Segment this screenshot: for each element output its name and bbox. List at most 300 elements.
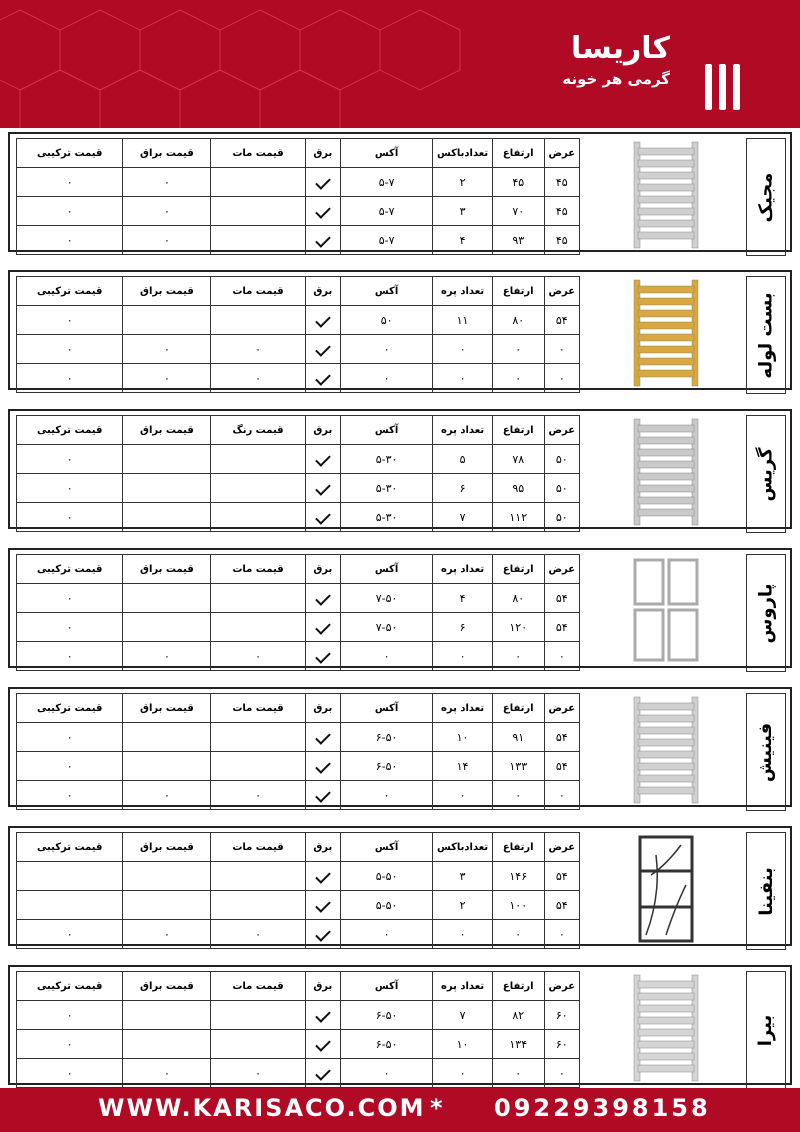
column-header: ارتفاع: [492, 139, 544, 168]
table-cell: ۵۰: [544, 445, 579, 474]
table-cell: ۷۰: [492, 197, 544, 226]
product-section: [8, 409, 792, 529]
column-header: ارتفاع: [492, 833, 544, 862]
column-header: تعداد پره: [433, 555, 493, 584]
table-cell: ۶: [433, 613, 493, 642]
column-header: آکس: [341, 694, 433, 723]
column-header: آکس: [341, 139, 433, 168]
column-header: برق: [305, 416, 340, 445]
table-cell: [211, 891, 305, 920]
table-cell: ۴: [433, 584, 493, 613]
table-cell: ۰: [211, 364, 305, 393]
column-header: تعدادباکس: [433, 833, 493, 862]
table-cell: ۶۰: [544, 1001, 579, 1030]
product-name-box: [746, 693, 786, 811]
table-cell: ۹۵: [492, 474, 544, 503]
table-cell: ۰: [123, 781, 211, 810]
column-header: قیمت مات: [211, 555, 305, 584]
table-cell: ۰: [544, 781, 579, 810]
geometric-pattern: [0, 0, 560, 128]
phone-number[interactable]: 09229398158: [494, 1094, 711, 1122]
table-cell: ۸۰: [492, 306, 544, 335]
table-cell: [123, 306, 211, 335]
product-section: [8, 548, 792, 668]
product-name: بیرا: [755, 1014, 777, 1046]
table-cell: [211, 168, 305, 197]
price-table: [16, 554, 580, 671]
product-name: بنفینا: [755, 866, 777, 916]
table-cell: ۰: [211, 781, 305, 810]
table-cell: ۵-۵۰: [341, 862, 433, 891]
page-footer: [0, 1088, 800, 1132]
table-cell: ۵۴: [544, 891, 579, 920]
table-cell: ۰: [17, 474, 123, 503]
table-cell: ۰: [17, 1030, 123, 1059]
check-icon: [315, 868, 331, 884]
table-cell: ۰: [123, 642, 211, 671]
column-header: قیمت مات: [211, 139, 305, 168]
column-header: آکس: [341, 555, 433, 584]
check-icon: [315, 926, 331, 942]
table-cell: ۶۰: [544, 1030, 579, 1059]
product-name-box: [746, 971, 786, 1089]
electric-cell: [305, 613, 340, 642]
table-cell: ۰: [17, 642, 123, 671]
electric-cell: [305, 723, 340, 752]
table-cell: ۵۴: [544, 613, 579, 642]
table-cell: ۵-۷: [341, 197, 433, 226]
table-cell: ۴۵: [544, 197, 579, 226]
table-cell: ۹۳: [492, 226, 544, 255]
column-header: آکس: [341, 277, 433, 306]
check-icon: [315, 1065, 331, 1081]
table-cell: ۰: [17, 1001, 123, 1030]
table-cell: ۰: [17, 584, 123, 613]
column-header: ارتفاع: [492, 972, 544, 1001]
table-cell: ۰: [341, 1059, 433, 1088]
table-cell: ۰: [17, 752, 123, 781]
check-icon: [315, 758, 331, 774]
column-header: عرض: [544, 139, 579, 168]
table-cell: [123, 723, 211, 752]
table-cell: ۰: [211, 642, 305, 671]
table-cell: ۲: [433, 891, 493, 920]
table-cell: ۷: [433, 1001, 493, 1030]
table-cell: [123, 584, 211, 613]
product-section: [8, 687, 792, 807]
electric-cell: [305, 306, 340, 335]
table-cell: ۵۰: [544, 474, 579, 503]
column-header: عرض: [544, 416, 579, 445]
table-cell: ۵۴: [544, 752, 579, 781]
electric-cell: [305, 1001, 340, 1030]
table-cell: ۰: [341, 920, 433, 949]
column-header: قیمت براق: [123, 277, 211, 306]
table-cell: ۵-۵۰: [341, 891, 433, 920]
table-cell: ۰: [544, 364, 579, 393]
table-cell: ۶: [433, 474, 493, 503]
table-cell: ۱۰: [433, 1030, 493, 1059]
column-header: تعداد پره: [433, 694, 493, 723]
table-cell: ۰: [492, 781, 544, 810]
table-cell: ۰: [492, 642, 544, 671]
table-cell: ۰: [17, 723, 123, 752]
column-header: برق: [305, 139, 340, 168]
table-cell: [211, 752, 305, 781]
table-cell: ۵۴: [544, 862, 579, 891]
table-cell: ۰: [433, 642, 493, 671]
table-cell: ۱۱: [433, 306, 493, 335]
table-row: [17, 1059, 580, 1088]
table-cell: ۰: [544, 335, 579, 364]
table-cell: [123, 503, 211, 532]
table-cell: ۸۲: [492, 1001, 544, 1030]
electric-cell: [305, 197, 340, 226]
column-header: قیمت ترکیبی: [17, 972, 123, 1001]
table-cell: ۰: [492, 1059, 544, 1088]
table-row: [17, 752, 580, 781]
table-cell: ۱۳۴: [492, 1030, 544, 1059]
electric-cell: [305, 920, 340, 949]
electric-cell: [305, 168, 340, 197]
table-cell: ۳: [433, 862, 493, 891]
table-cell: [17, 891, 123, 920]
table-cell: ۰: [17, 781, 123, 810]
table-cell: ۰: [544, 920, 579, 949]
table-cell: [211, 197, 305, 226]
column-header: قیمت براق: [123, 416, 211, 445]
table-cell: ۷-۵۰: [341, 584, 433, 613]
electric-cell: [305, 891, 340, 920]
electric-cell: [305, 503, 340, 532]
table-cell: ۰: [17, 920, 123, 949]
column-header: عرض: [544, 833, 579, 862]
electric-cell: [305, 364, 340, 393]
table-cell: [123, 891, 211, 920]
column-header: عرض: [544, 555, 579, 584]
check-icon: [315, 312, 331, 328]
check-icon: [315, 787, 331, 803]
electric-cell: [305, 1030, 340, 1059]
table-cell: [211, 613, 305, 642]
table-cell: ۱۱۲: [492, 503, 544, 532]
table-cell: ۰: [433, 781, 493, 810]
table-cell: ۱۳۳: [492, 752, 544, 781]
table-cell: ۰: [17, 197, 123, 226]
product-section: [8, 270, 792, 390]
table-cell: ۵-۷: [341, 168, 433, 197]
brand-logo: [480, 28, 740, 108]
table-cell: [123, 1030, 211, 1059]
product-name: مجیک: [755, 172, 777, 222]
table-cell: ۰: [211, 335, 305, 364]
table-cell: ۰: [211, 920, 305, 949]
radiator-image: [586, 138, 746, 254]
table-cell: ۰: [492, 335, 544, 364]
column-header: قیمت مات: [211, 277, 305, 306]
table-cell: ۴۵: [492, 168, 544, 197]
table-cell: ۷: [433, 503, 493, 532]
table-cell: ۵۴: [544, 723, 579, 752]
table-cell: [211, 226, 305, 255]
table-cell: [123, 1001, 211, 1030]
table-cell: ۴۵: [544, 168, 579, 197]
table-cell: ۰: [123, 335, 211, 364]
column-header: قیمت ترکیبی: [17, 555, 123, 584]
product-name: گریس: [755, 447, 777, 501]
table-cell: [17, 862, 123, 891]
column-header: قیمت مات: [211, 833, 305, 862]
column-header: تعداد پره: [433, 416, 493, 445]
table-row: [17, 335, 580, 364]
table-cell: ۰: [341, 335, 433, 364]
table-row: [17, 613, 580, 642]
column-header: برق: [305, 972, 340, 1001]
column-header: آکس: [341, 972, 433, 1001]
table-cell: ۰: [492, 920, 544, 949]
radiator-image: [586, 971, 746, 1087]
table-cell: ۰: [17, 335, 123, 364]
table-row: [17, 445, 580, 474]
table-row: [17, 1030, 580, 1059]
table-cell: [123, 862, 211, 891]
table-cell: ۵۰: [341, 306, 433, 335]
page-header: [0, 0, 800, 128]
column-header: قیمت براق: [123, 139, 211, 168]
table-cell: ۱۴: [433, 752, 493, 781]
column-header: قیمت ترکیبی: [17, 139, 123, 168]
table-cell: ۶-۵۰: [341, 1001, 433, 1030]
column-header: قیمت ترکیبی: [17, 694, 123, 723]
table-cell: ۰: [123, 920, 211, 949]
column-header: برق: [305, 277, 340, 306]
electric-cell: [305, 226, 340, 255]
column-header: ارتفاع: [492, 277, 544, 306]
footer-separator: *: [430, 1094, 443, 1122]
electric-cell: [305, 474, 340, 503]
table-row: [17, 197, 580, 226]
table-cell: ۰: [544, 1059, 579, 1088]
price-table: [16, 276, 580, 393]
electric-cell: [305, 781, 340, 810]
column-header: قیمت مات: [211, 694, 305, 723]
column-header: برق: [305, 833, 340, 862]
check-icon: [315, 370, 331, 386]
table-cell: [123, 445, 211, 474]
table-row: [17, 1001, 580, 1030]
table-row: [17, 306, 580, 335]
table-row: [17, 920, 580, 949]
product-name-box: [746, 832, 786, 950]
table-cell: ۰: [17, 613, 123, 642]
electric-cell: [305, 862, 340, 891]
table-cell: ۰: [17, 503, 123, 532]
table-cell: ۷۸: [492, 445, 544, 474]
product-section: [8, 132, 792, 252]
table-cell: ۰: [17, 364, 123, 393]
column-header: عرض: [544, 694, 579, 723]
table-cell: ۲: [433, 168, 493, 197]
table-row: [17, 226, 580, 255]
column-header: عرض: [544, 277, 579, 306]
logo-bars-icon: [705, 64, 740, 110]
table-cell: [211, 306, 305, 335]
radiator-image: [586, 276, 746, 392]
electric-cell: [305, 445, 340, 474]
table-cell: ۵: [433, 445, 493, 474]
table-cell: [211, 1030, 305, 1059]
table-cell: ۶-۵۰: [341, 752, 433, 781]
table-cell: ۰: [17, 306, 123, 335]
price-table: [16, 415, 580, 532]
check-icon: [315, 590, 331, 606]
electric-cell: [305, 1059, 340, 1088]
check-icon: [315, 648, 331, 664]
column-header: قیمت براق: [123, 972, 211, 1001]
table-cell: ۴۵: [544, 226, 579, 255]
table-cell: ۰: [492, 364, 544, 393]
table-cell: ۵۴: [544, 306, 579, 335]
check-icon: [315, 203, 331, 219]
table-cell: [123, 474, 211, 503]
table-cell: [211, 1001, 305, 1030]
radiator-image: [586, 693, 746, 809]
table-cell: ۰: [433, 920, 493, 949]
table-cell: ۰: [17, 1059, 123, 1088]
table-cell: ۱۲۰: [492, 613, 544, 642]
table-cell: ۱۰: [433, 723, 493, 752]
table-cell: ۵-۳۰: [341, 445, 433, 474]
brand-title: کاریسا: [570, 31, 670, 66]
column-header: ارتفاع: [492, 416, 544, 445]
table-cell: ۶-۵۰: [341, 723, 433, 752]
product-section: [8, 826, 792, 946]
radiator-image: [586, 832, 746, 948]
check-icon: [315, 1036, 331, 1052]
check-icon: [315, 729, 331, 745]
column-header: برق: [305, 694, 340, 723]
table-cell: ۵۴: [544, 584, 579, 613]
table-cell: ۰: [341, 781, 433, 810]
product-name: پاروس: [755, 583, 777, 643]
table-cell: ۵-۷: [341, 226, 433, 255]
table-cell: ۰: [17, 168, 123, 197]
column-header: آکس: [341, 833, 433, 862]
price-table: [16, 693, 580, 810]
table-cell: [211, 862, 305, 891]
check-icon: [315, 451, 331, 467]
brand-tagline: گرمی هر خونه: [562, 70, 670, 88]
product-name: بست لوله: [755, 291, 777, 379]
table-cell: ۰: [123, 364, 211, 393]
product-section: [8, 965, 792, 1085]
website-link[interactable]: WWW.KARISACO.COM: [98, 1094, 426, 1122]
check-icon: [315, 897, 331, 913]
check-icon: [315, 509, 331, 525]
table-cell: ۷-۵۰: [341, 613, 433, 642]
table-cell: [211, 474, 305, 503]
check-icon: [315, 232, 331, 248]
column-header: قیمت رنگ: [211, 416, 305, 445]
table-row: [17, 168, 580, 197]
table-cell: [123, 752, 211, 781]
column-header: قیمت براق: [123, 694, 211, 723]
table-cell: ۰: [211, 1059, 305, 1088]
check-icon: [315, 480, 331, 496]
column-header: آکس: [341, 416, 433, 445]
table-cell: ۱۴۶: [492, 862, 544, 891]
electric-cell: [305, 752, 340, 781]
product-name-box: [746, 554, 786, 672]
price-table: [16, 971, 580, 1088]
product-name-box: [746, 138, 786, 256]
radiator-image: [586, 554, 746, 670]
column-header: تعدادباکس: [433, 139, 493, 168]
table-cell: [211, 584, 305, 613]
table-cell: ۵۰: [544, 503, 579, 532]
table-row: [17, 584, 580, 613]
table-cell: ۳: [433, 197, 493, 226]
table-cell: ۰: [123, 226, 211, 255]
table-cell: [211, 723, 305, 752]
table-cell: ۶-۵۰: [341, 1030, 433, 1059]
radiator-image: [586, 415, 746, 531]
column-header: تعداد پره: [433, 972, 493, 1001]
table-row: [17, 364, 580, 393]
column-header: ارتفاع: [492, 694, 544, 723]
column-header: ارتفاع: [492, 555, 544, 584]
check-icon: [315, 341, 331, 357]
table-row: [17, 723, 580, 752]
product-name: فینیش: [755, 722, 777, 782]
table-cell: ۱۰۰: [492, 891, 544, 920]
table-cell: [211, 503, 305, 532]
product-name-box: [746, 276, 786, 394]
table-cell: ۹۱: [492, 723, 544, 752]
table-cell: [211, 445, 305, 474]
table-cell: ۰: [123, 1059, 211, 1088]
table-cell: ۵-۳۰: [341, 503, 433, 532]
table-row: [17, 891, 580, 920]
price-table: [16, 832, 580, 949]
price-table: [16, 138, 580, 255]
table-row: [17, 503, 580, 532]
table-cell: ۰: [433, 364, 493, 393]
column-header: قیمت ترکیبی: [17, 833, 123, 862]
table-cell: ۰: [341, 642, 433, 671]
table-cell: ۰: [123, 168, 211, 197]
column-header: قیمت براق: [123, 833, 211, 862]
product-name-box: [746, 415, 786, 533]
column-header: قیمت مات: [211, 972, 305, 1001]
table-cell: ۰: [17, 226, 123, 255]
table-row: [17, 642, 580, 671]
column-header: تعداد پره: [433, 277, 493, 306]
check-icon: [315, 1007, 331, 1023]
table-cell: [123, 613, 211, 642]
table-row: [17, 862, 580, 891]
table-cell: ۰: [433, 1059, 493, 1088]
table-cell: ۰: [341, 364, 433, 393]
check-icon: [315, 619, 331, 635]
table-cell: ۰: [123, 197, 211, 226]
electric-cell: [305, 642, 340, 671]
electric-cell: [305, 584, 340, 613]
table-row: [17, 474, 580, 503]
table-cell: ۰: [17, 445, 123, 474]
table-row: [17, 781, 580, 810]
electric-cell: [305, 335, 340, 364]
